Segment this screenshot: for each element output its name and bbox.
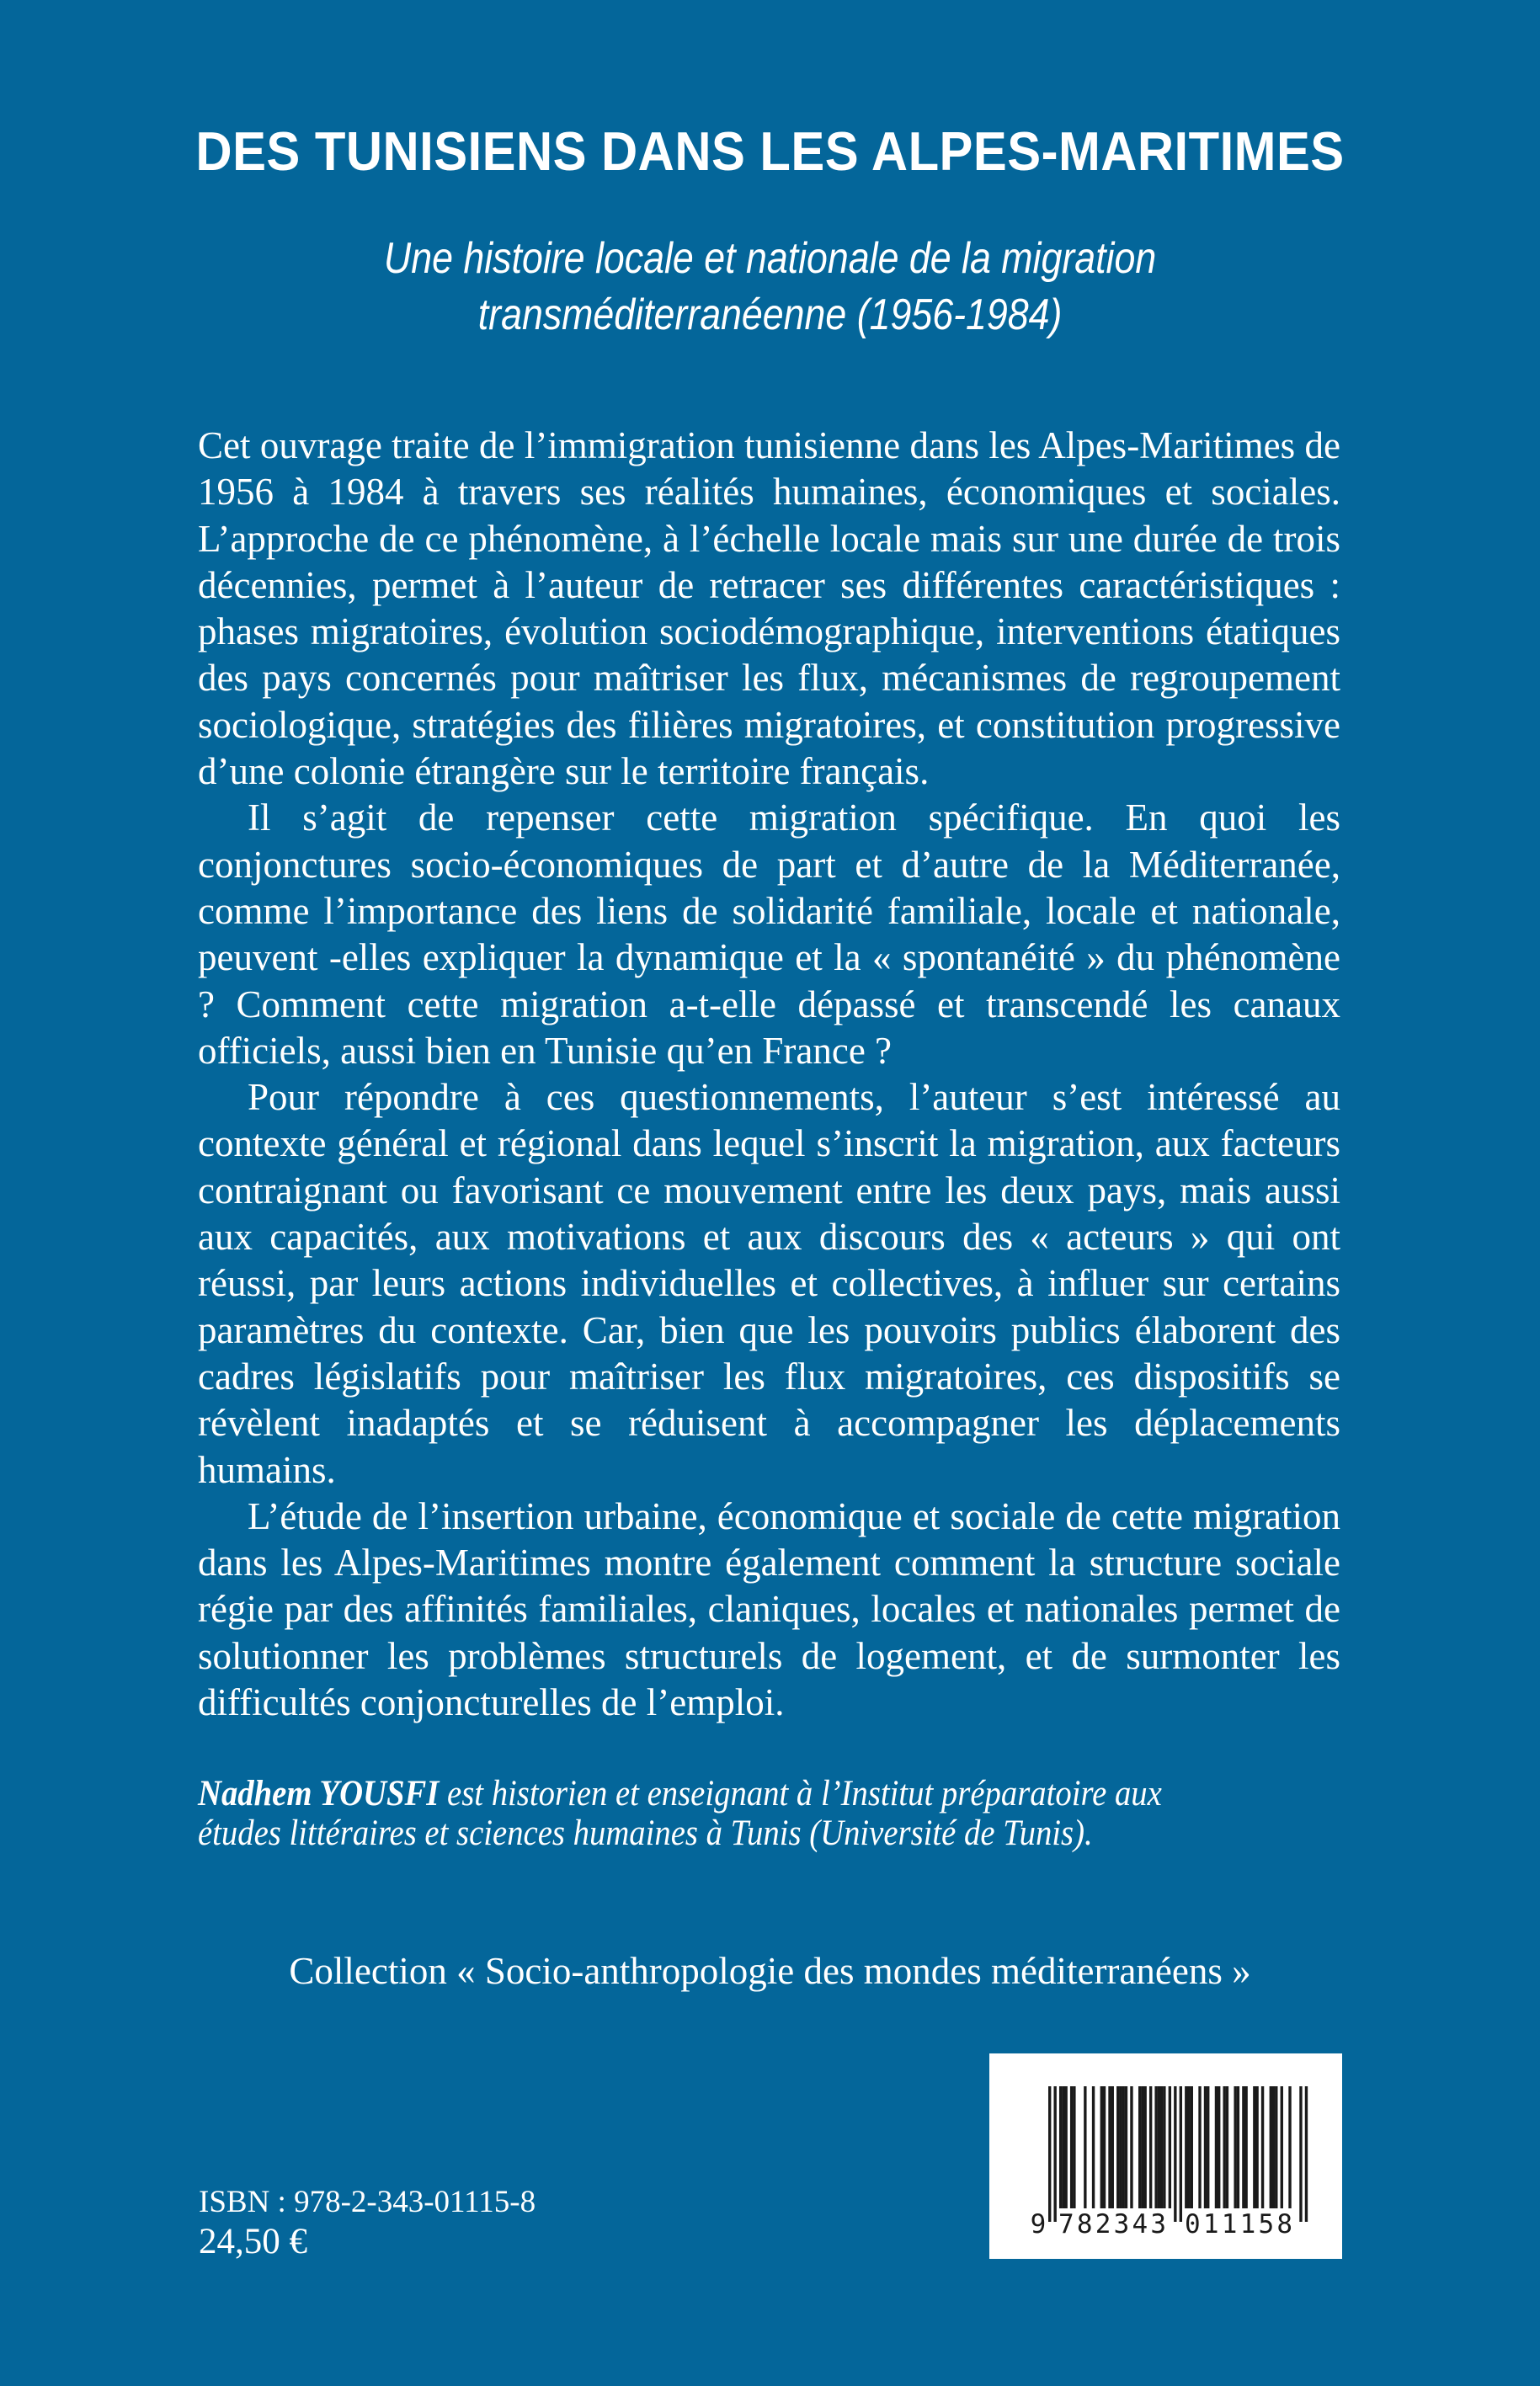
barcode-icon [989, 2053, 1342, 2259]
isbn-label: ISBN : 978-2-343-01115-8 [199, 2185, 536, 2219]
collection-name: Collection « Socio-anthropologie des mondes méditerranéens » [289, 1950, 1251, 1992]
barcode-first-digit: 9 [1030, 2209, 1047, 2240]
author-bio [198, 1774, 1259, 1853]
back-cover-summary [198, 423, 1340, 1726]
author-name: Nadhem YOUSFI [198, 1774, 440, 1813]
summary-paragraph-1: Cet ouvrage traite de l’immigration tunisienne dans les Alpes-Maritimes de 1956 à 1984 à travers ses réalités humaines, économiques et sociales. L’approche de ce phénomène, à l’échelle locale mais sur une durée de trois décennies, permet à l’auteur de retracer ses différentes caractéristiques : phases migratoires, évolution sociodémographique, interventions étatiques des pays concernés pour maîtriser les flux, mécanismes de regroupement sociologique, stratégies des filières migratoires, et constitution progressive d’une colonie étrangère sur le territoire français. [198, 424, 1340, 793]
barcode-left-digits: 782343 [1058, 2209, 1166, 2240]
barcode-right-digits: 011158 [1185, 2209, 1292, 2240]
summary-paragraph-4: L’étude de l’insertion urbaine, économique et sociale de cette migration dans les Alpes-Maritimes montre également comment la structure sociale régie par des affinités familiales, claniques, locales et nationales permet de solutionner les problèmes structurels de logement, et de surmonter les difficultés conjoncturelles de l’emploi. [198, 1494, 1340, 1724]
summary-paragraph-3: Pour répondre à ces questionnements, l’auteur s’est intéressé au contexte général et régional dans lequel s’inscrit la migration, aux facteurs contraignant ou favorisant ce mouvement entre les deux pays, mais aussi aux capacités, aux motivations et aux discours des « acteurs » qui ont réussi, par leurs actions individuelles et collectives, à influer sur certains paramètres du contexte. Car, bien que les pouvoirs publics élaborent des cadres législatifs pour maîtriser les flux migratoires, ces dispositifs se révèlent inadaptés et se réduisent à accompagner les déplacements humains. [198, 1076, 1340, 1491]
author-bio-line-2: études littéraires et sciences humaines à Tunis (Université de Tunis). [198, 1813, 1093, 1853]
subtitle-line-1: Une histoire locale et nationale de la migration [383, 234, 1157, 283]
author-bio-text: est historien et enseignant à l’Institut préparatoire aux [439, 1774, 1162, 1813]
book-title: DES TUNISIENS DANS LES ALPES-MARITIMES [195, 120, 1345, 182]
barcode [989, 2053, 1342, 2259]
book-subtitle [108, 231, 1432, 344]
summary-paragraph-2: Il s’agit de repenser cette migration spécifique. En quoi les conjonctures socio-économiques de part et d’autre de la Méditerranée, comme l’importance des liens de solidarité familiale, locale et nationale, peuvent -elles expliquer la dynamique et la « spontanéité » du phénomène ? Comment cette migration a-t-elle dépassé et transcendé les canaux officiels, aussi bien en Tunisie qu’en France ? [198, 796, 1340, 1072]
author-bio-line-1 [198, 1774, 1259, 1813]
subtitle-line-2: transméditerranéenne (1956-1984) [477, 290, 1063, 339]
price-label: 24,50 € [199, 2222, 307, 2261]
